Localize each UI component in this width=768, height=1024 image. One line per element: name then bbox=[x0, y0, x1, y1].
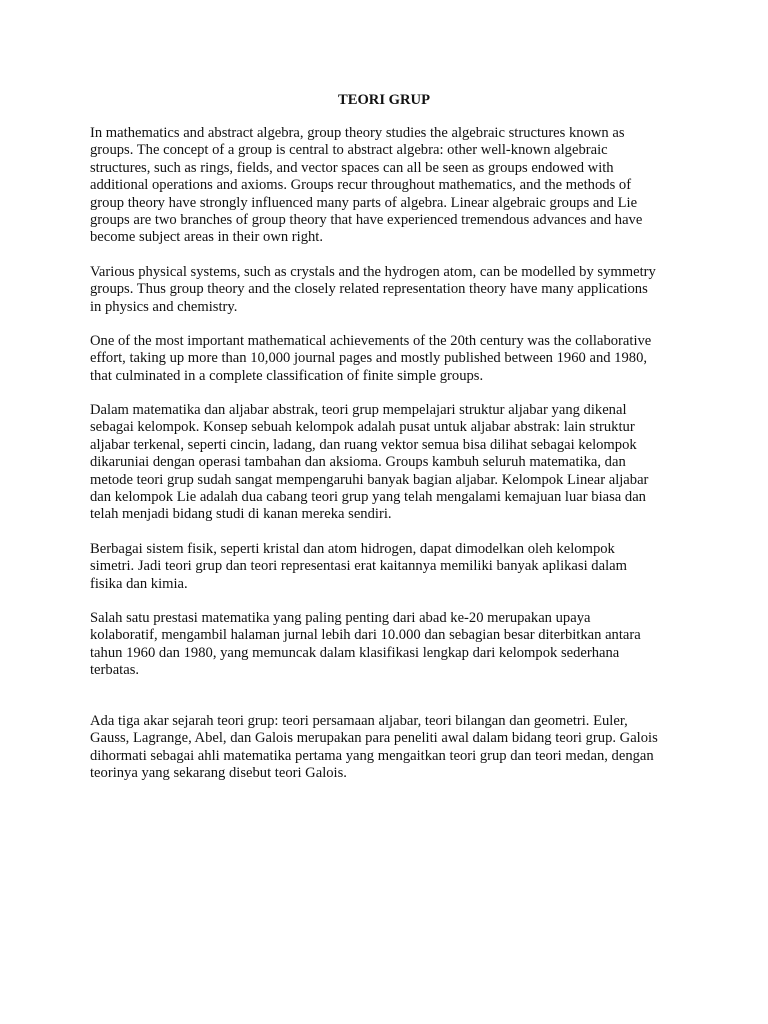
paragraph-line: fisika dan kimia. bbox=[90, 575, 188, 592]
paragraph-6 bbox=[90, 610, 740, 680]
paragraph-1 bbox=[90, 125, 740, 247]
paragraph-line: groups. Thus group theory and the closely related representation theory have many applications bbox=[90, 281, 648, 298]
paragraph-line: aljabar terkenal, seperti cincin, ladang, dan ruang vektor semua bisa dilihat sebagai kelompok bbox=[90, 436, 637, 453]
paragraph-line: that culminated in a complete classification of finite simple groups. bbox=[90, 367, 484, 384]
paragraph-line: Dalam matematika dan aljabar abstrak, teori grup mempelajari struktur aljabar yang dikenal bbox=[90, 402, 627, 418]
paragraph-7 bbox=[90, 713, 740, 783]
paragraph-line: effort, taking up more than 10,000 journal pages and mostly published between 1960 and 1980, bbox=[90, 350, 648, 367]
paragraph-line: structures, such as rings, fields, and vector spaces can all be seen as groups endowed with bbox=[90, 159, 614, 176]
paragraph-line: Berbagai sistem fisik, seperti kristal dan atom hidrogen, dapat dimodelkan oleh kelompok bbox=[90, 541, 615, 557]
paragraph-line: group theory have strongly influenced many parts of algebra. Linear algebraic groups and Lie bbox=[90, 194, 638, 211]
paragraph-line: dikaruniai dengan operasi tambahan dan aksioma. Groups kambuh seluruh matematika, dan bbox=[90, 454, 626, 471]
paragraph-4 bbox=[90, 402, 740, 524]
paragraph-line: Ada tiga akar sejarah teori grup: teori persamaan aljabar, teori bilangan dan geometri. Euler, bbox=[90, 713, 628, 729]
paragraph-line: Salah satu prestasi matematika yang paling penting dari abad ke-20 merupakan upaya bbox=[90, 610, 591, 626]
paragraph-line: Various physical systems, such as crystals and the hydrogen atom, can be modelled by symmetry bbox=[90, 264, 656, 280]
paragraph-line: sebagai kelompok. Konsep sebuah kelompok adalah pusat untuk aljabar abstrak: lain struktur bbox=[90, 419, 635, 436]
paragraph-line: kolaboratif, mengambil halaman jurnal lebih dari 10.000 dan sebagian besar diterbitkan antara bbox=[90, 627, 641, 644]
paragraph-line: teorinya yang sekarang disebut teori Galois. bbox=[90, 765, 347, 782]
paragraph-line: dan kelompok Lie adalah dua cabang teori grup yang telah mengalami kemajuan luar biasa dan bbox=[90, 489, 646, 506]
paragraph-3 bbox=[90, 333, 740, 385]
paragraph-2 bbox=[90, 264, 740, 316]
paragraph-line: groups are two branches of group theory that have experienced tremendous advances and have bbox=[90, 212, 643, 229]
document-title: TEORI GRUP bbox=[337, 92, 431, 108]
paragraph-line: additional operations and axioms. Groups recur throughout mathematics, and the methods of bbox=[90, 177, 632, 194]
paragraph-line: groups. The concept of a group is central to abstract algebra: other well-known algebraic bbox=[90, 142, 608, 159]
paragraph-line: become subject areas in their own right. bbox=[90, 229, 324, 246]
paragraph-line: tahun 1960 dan 1980, yang memuncak dalam klasifikasi lengkap dari kelompok sederhana bbox=[90, 644, 620, 661]
paragraph-line: One of the most important mathematical achievements of the 20th century was the collaborative bbox=[90, 333, 652, 349]
paragraph-line: terbatas. bbox=[90, 662, 140, 679]
paragraph-line: In mathematics and abstract algebra, group theory studies the algebraic structures known as bbox=[90, 125, 625, 141]
paragraph-line: telah menjadi bidang studi di kanan mereka sendiri. bbox=[90, 506, 392, 523]
paragraph-line: Gauss, Lagrange, Abel, dan Galois merupakan para peneliti awal dalam bidang teori grup. Galois bbox=[90, 730, 658, 747]
paragraph-line: simetri. Jadi teori grup dan teori representasi erat kaitannya memiliki banyak aplikasi dalam bbox=[90, 558, 627, 575]
paragraph-line: dihormati sebagai ahli matematika pertama yang mengaitkan teori grup dan teori medan, dengan bbox=[90, 747, 654, 764]
paragraph-line: metode teori grup sudah sangat mempengaruhi banyak bagian aljabar. Kelompok Linear aljabar bbox=[90, 471, 649, 488]
paragraph-line: in physics and chemistry. bbox=[90, 298, 238, 315]
paragraph-5 bbox=[90, 541, 740, 593]
